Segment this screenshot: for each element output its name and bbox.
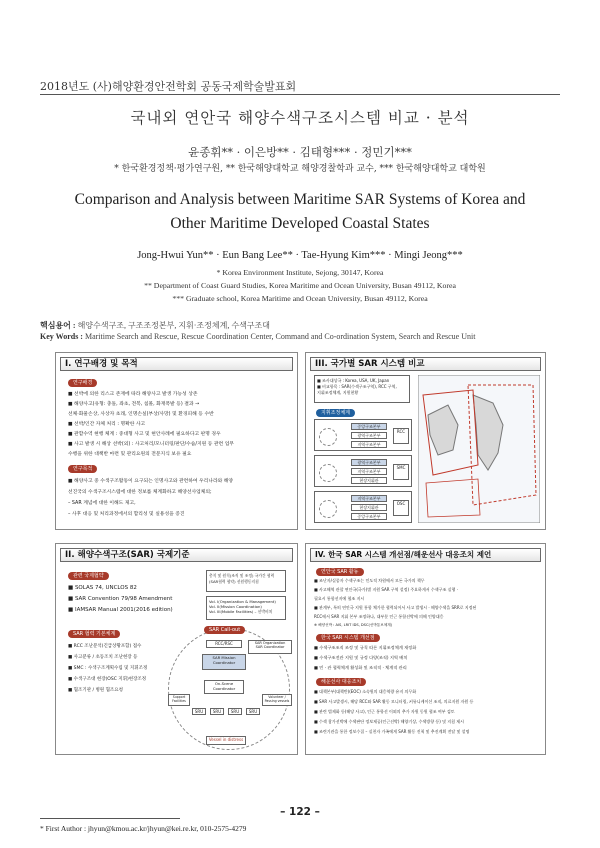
p4-bullet-2: ■ 사고해역 관할 연안국(국가)별 지원 SAR 구역 설정) 주요하게서 수색구조 실행 · bbox=[314, 587, 458, 592]
p3-flow-3-box-b: 현장지휘관 bbox=[351, 504, 387, 511]
p3-flow-3-node bbox=[319, 500, 337, 518]
p4-bullet-4: ■ 관계부, 특히 연안국 지원 통합 체가한 협력되어서 사고 발생시 · 해양수색을 SRR로 지정된 bbox=[314, 605, 477, 610]
p1-purpose-2: 선진국의 수색구조시스템에 대한 정보를 체계화하고 해양선사업체의; bbox=[68, 490, 212, 495]
p3-bullet-2: ■ 비교항목 : SAR(수색구조구역), RCC 구역, bbox=[317, 384, 397, 389]
p2-volunteer-box: Volunteer / Passing vessels bbox=[262, 694, 292, 706]
panel-3-tag-command: 지휘조정체계 bbox=[316, 409, 355, 417]
p2-sar-org: SAR Organization bbox=[254, 641, 286, 645]
title-en-line-1: Comparison and Analysis between Maritime SAR Systems of Korea and bbox=[74, 191, 526, 208]
panel-3-title: III. 국가별 SAR 시스템 비교 bbox=[310, 357, 541, 371]
footnote-rule bbox=[40, 818, 180, 819]
p1-purpose-4: – 사후 대응 및 처리과정에서의 합리성 및 실용성을 증진 bbox=[68, 512, 185, 517]
affiliation-en-1: * Korea Environment Institute, Sejong, 30147, Korea bbox=[216, 268, 384, 277]
keywords-en-text: Maritime Search and Rescue, Rescue Coordination Center, Command and Co-ordination System, Search and Rescue Unit bbox=[84, 332, 476, 341]
p2-sar-coordinator bbox=[248, 640, 292, 654]
p3-bullet-1: ■ 조사대상국 : Korea, USA, UK, Japan bbox=[317, 378, 390, 383]
affiliation-korean: * 한국환경정책·평가연구원, ** 한국해양대학교 해양경찰학과 교수, *** 한국해양대학교 대학원 bbox=[114, 164, 486, 174]
affiliation-en-3: *** Graduate school, Korea Maritime and Ocean University, Busan 49112, Korea bbox=[172, 294, 428, 303]
p1-bullet-7: 수행을 위한 대책반 마련 및 관리요원의 전문지식 보유 필요 bbox=[68, 452, 192, 457]
p2-bullet-3: ■ IAMSAR Manual 2001(2016 edition) bbox=[68, 607, 173, 613]
p3-bullet-3: 지휘조정체계, 지원현황 bbox=[317, 390, 359, 395]
p1-bullet-4: ■ 선박/인간 자체 처리 : 명확한 사고 bbox=[68, 422, 146, 427]
p3-flow-1-node bbox=[319, 428, 337, 446]
p2-fw-5: ■ 협조기관 / 병원 협조요청 bbox=[68, 688, 123, 693]
panel-2-tag-conventions: 관련 국제협약 bbox=[68, 572, 109, 580]
poster-panel-2 bbox=[55, 543, 298, 755]
p3-flow-1 bbox=[314, 419, 412, 451]
p4-op-5: ■ 조련기관을 통한 정보수집 – 실천자 가족에게 SAR 활동 진척 및 추진계획 전달 및 설명 bbox=[314, 729, 470, 734]
poster-panel-4 bbox=[305, 543, 546, 755]
affiliation-en-2: ** Department of Coast Guard Studies, Korea Maritime and Ocean University, Busan 49112, Korea bbox=[144, 281, 456, 290]
p2-sru-1: SRU bbox=[192, 708, 206, 715]
p1-bullet-1: ■ 선박에 의한 리스크 존재에 따라 해양사고 발생 가능성 상존 bbox=[68, 392, 198, 397]
keywords-korean bbox=[40, 320, 270, 331]
p3-flow-3-box-a: 지역구조본부 bbox=[351, 495, 387, 502]
p2-sar-coord-label: SAR Coordinator bbox=[255, 645, 285, 649]
p3-flow-3-box-c: 중앙구조본부 bbox=[351, 513, 387, 520]
p2-bullet-1: ■ SOLAS 74, UNCLOS 82 bbox=[68, 585, 137, 591]
p2-smc-box: SAR Mission Coordinator bbox=[202, 654, 246, 670]
p2-fw-1: ■ RCC 조난분석(긴급상황포함) 접수 bbox=[68, 644, 142, 649]
p1-bullet-6: ■ 사고 발생 시 해상 선박(외) : 사고처리/모니터링/판단/수습/지원 등 관련 업무 bbox=[68, 442, 234, 447]
panel-4-tag-improvement: 한국 SAR 시스템 개선점 bbox=[316, 634, 380, 642]
p3-flow-2-box-a: 광역구조본부 bbox=[351, 459, 387, 466]
p3-flow-1-box-b: 광역구조본부 bbox=[351, 432, 387, 439]
p4-bullet-6: ※ 해양선박 : AIS, LRIT IDS, DSC(선박통보체계) bbox=[314, 623, 393, 627]
title-en-line-2: Other Maritime Developed Coastal States bbox=[170, 215, 430, 232]
p2-sru-2: SRU bbox=[210, 708, 224, 715]
panel-4-tag-operator: 해운선사 대응조치 bbox=[316, 678, 366, 686]
footnote: * First Author : jhyun@kmou.ac.kr/jhyun@kei.re.kr, 010-2575-4279 bbox=[40, 824, 247, 833]
p4-imp-2: ■ 수색구조전관 지원 및 규정 다양(조직) 지역 배치 bbox=[314, 655, 408, 660]
p1-bullet-3: 선체·화물손상, 사상자 초래, 인명손실(부상/사망) 및 환경피해 등 수반 bbox=[68, 412, 214, 417]
keywords-en-label: Key Words : bbox=[40, 332, 83, 341]
p3-flow-3-side: OSC bbox=[393, 500, 409, 516]
p3-flow-3 bbox=[314, 491, 412, 523]
p3-srr-map bbox=[418, 375, 540, 523]
panel-1-tag-purpose: 연구목적 bbox=[68, 465, 97, 473]
p2-rcc-box: RCC/RSC bbox=[206, 640, 242, 648]
p4-bullet-1: ■ 조난자/실종자 수색구조는 인도적 차원에서 모든 국가의 책무 bbox=[314, 578, 425, 583]
p1-purpose-1: ■ 해양사고 중 수색구조활동이 요구되는 인명사고와 관련하여 우리나라와 해양 bbox=[68, 479, 234, 484]
p1-purpose-3: – SAR 계념에 대한 이해도 제고, bbox=[68, 501, 136, 506]
p2-fw-3: ■ SMC : 수색구조계획수립 및 지휘조정 bbox=[68, 666, 148, 671]
p4-bullet-5: RCC에서 SAR 지휘 본부 조정하나, 대부분 인근 통합선박에 의해 인양대응 bbox=[314, 614, 444, 619]
p4-op-2: ■ SAR 사고발생시, 해당 RCC와 SAR 활동 모니터링, 커뮤니케이션 조직, 의료지원 자원 등 bbox=[314, 699, 474, 704]
p2-sru-3: SRU bbox=[228, 708, 242, 715]
p2-support-box: Support Facilities bbox=[168, 694, 190, 706]
p4-imp-3: ■ 민 · 관 협력체계 활성화 및 조직적 · 체계적 관리 bbox=[314, 665, 407, 670]
paper-title-english bbox=[0, 188, 600, 236]
poster-panel-3 bbox=[305, 352, 546, 530]
p4-op-3: ■ 관련 법제화 등(해당 사고), 인근 통항선 이외의 추가 자원 동원 협조 여부 검토 bbox=[314, 709, 455, 714]
p3-flow-1-box-a: 중앙구조본부 bbox=[351, 423, 387, 430]
authors-korean: 윤종휘** · 이은방** · 김태형*** · 정민기*** bbox=[188, 145, 412, 159]
panel-4-tag-coastal: 연안국 SAR 활동 bbox=[316, 568, 364, 576]
p4-op-1: ■ 대책본부(대책반)(EOC) 소속원의 대응역량 유지 의무화 bbox=[314, 689, 417, 694]
p2-bullet-2: ■ SAR Convention 79/98 Amendment bbox=[68, 596, 173, 602]
keywords-ko-text: 해양수색구조, 구조조정본부, 지휘·조정체계, 수색구조대 bbox=[77, 321, 270, 330]
p3-flow-2-box-b: 지역구조본부 bbox=[351, 468, 387, 475]
p1-bullet-2: ■ 해양사고(유형: 충돌, 좌초, 전복, 침몰, 화재폭발 등) 결과 → bbox=[68, 402, 200, 407]
p3-flow-2-node bbox=[319, 464, 337, 482]
authors-english: Jong-Hwui Yun** · Eun Bang Lee** · Tae-Hyung Kim*** · Mingi Jeong*** bbox=[137, 250, 463, 261]
p4-bullet-3: 필요시 통합선지에 협조 지시 bbox=[314, 596, 365, 601]
p2-vol-2: Vol. II(Mission Coordination) bbox=[209, 604, 262, 609]
p2-note-box: 총칙 및 원칙(조직 및 조정) 국가간 협력(SAR협력 협약) 선원행동지침 bbox=[206, 570, 286, 592]
panel-1-tag-background: 연구배경 bbox=[68, 379, 97, 387]
p3-flow-1-side: RCC bbox=[393, 428, 409, 444]
p2-sru-4: SRU bbox=[246, 708, 260, 715]
p2-fw-4: ■ 수색구조대 현장(OSC 지휘)현장조정 bbox=[68, 677, 147, 682]
panel-4-title: IV. 한국 SAR 시스템 개선점/해운선사 대응조치 제언 bbox=[310, 548, 541, 562]
panel-2-title: II. 해양수색구조(SAR) 국제기준 bbox=[60, 548, 293, 562]
page-number: – 122 – bbox=[280, 806, 320, 818]
p3-flow-1-box-c: 지역구조본부 bbox=[351, 441, 387, 448]
p2-distress-box: Vessel in distress bbox=[206, 736, 246, 745]
conference-header: 2018년도 (사)해양환경안전학회 공동국제학술발표회 bbox=[40, 80, 297, 93]
p1-bullet-5: ■ 관할수역 현행 체계 : 중대형 사고 및 현안사례에 필요하다고 판명 경우 bbox=[68, 432, 221, 437]
panel-2-tag-framework: SAR 협력 기본체계 bbox=[68, 630, 120, 638]
p3-comparison-box bbox=[314, 375, 410, 403]
panel-1-title: I. 연구배경 및 목적 bbox=[60, 357, 293, 371]
p2-volumes-box bbox=[206, 596, 286, 620]
header-rule bbox=[40, 94, 560, 95]
keywords-ko-label: 핵심용어 : bbox=[40, 321, 76, 330]
p3-flow-2 bbox=[314, 455, 412, 487]
p2-vol-1: Vol. I(Organization & Management) bbox=[209, 599, 276, 604]
p4-imp-1: ■ 수색구조조직 조정 및 규칙 따른 지휘조정체계 재정화 bbox=[314, 645, 417, 650]
keywords-english bbox=[40, 332, 475, 341]
p2-sar-callout: SAR Call-out bbox=[204, 626, 245, 634]
p2-fw-2: ■ 사고분류 / 초동조치 조난현장 등 bbox=[68, 655, 138, 660]
p3-flow-2-box-c: 현장지휘관 bbox=[351, 477, 387, 484]
paper-title-korean: 국내외 연안국 해양수색구조시스템 비교 · 분석 bbox=[130, 109, 470, 127]
poster-panel-1 bbox=[55, 352, 298, 530]
p3-flow-2-side: SMC bbox=[393, 464, 409, 480]
p4-op-4: ■ 수색 참가선박에 수색판단 정보제공(인근선박) 해양기상, 수색방향 등) 및 지침 제시 bbox=[314, 719, 464, 724]
p2-osc-box: On-Scene Coordinator bbox=[204, 680, 244, 694]
p2-vol-3: Vol. III(Mobile Facilities) – 선박비치 bbox=[209, 609, 273, 614]
